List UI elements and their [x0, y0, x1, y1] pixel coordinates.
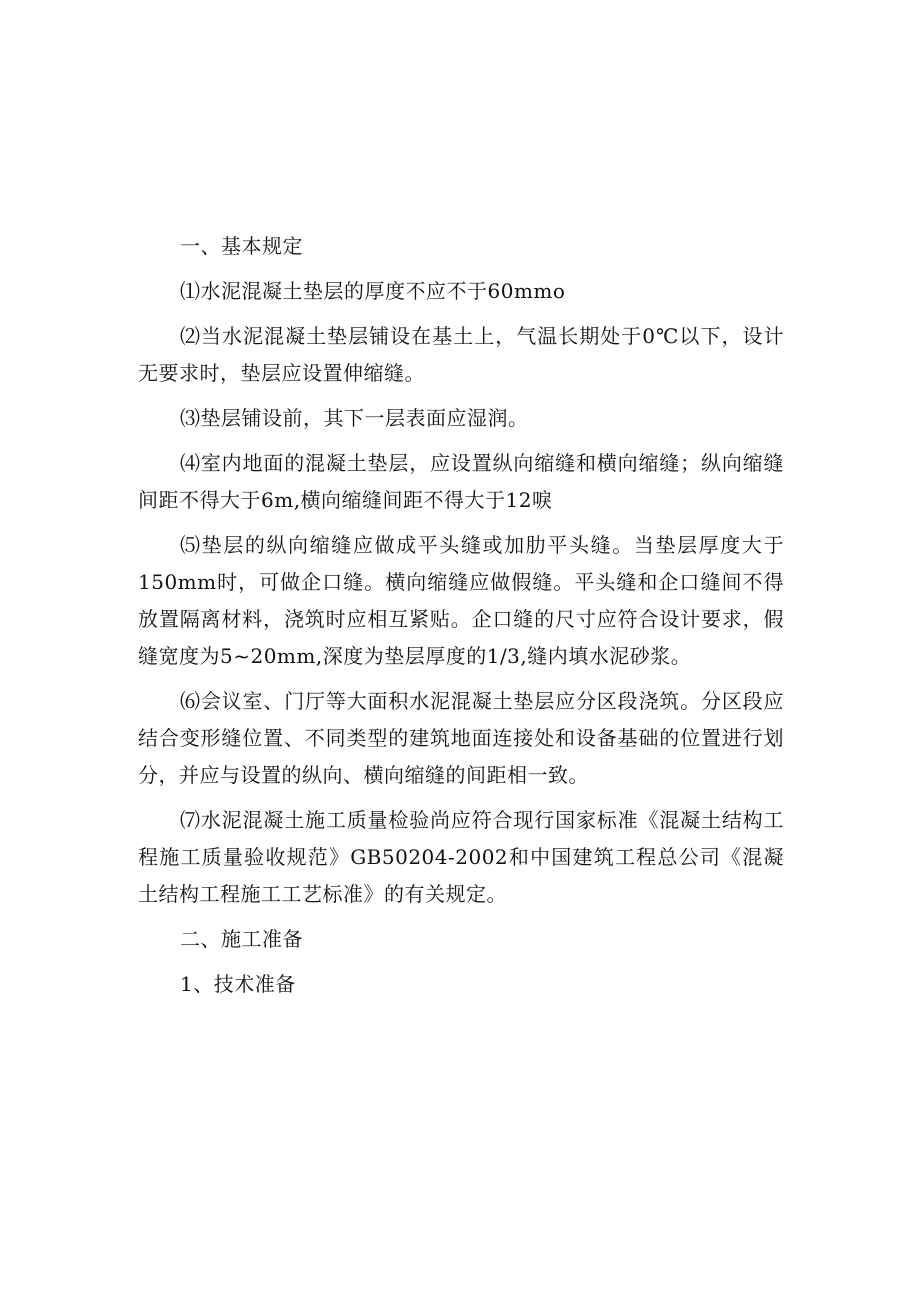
subheading-technical-prep: 1、技术准备: [180, 972, 296, 996]
section-heading-construction-prep: 二、施工准备: [180, 927, 303, 951]
rule-paragraph-7: ⑺水泥混凝土施工质量检验尚应符合现行国家标准《混凝土结构工程施工质量验收规范》GB50204-2002和中国建筑工程总公司《混凝土结构工程施工工艺标准》的有关规定。: [138, 808, 784, 906]
rule-paragraph-3: ⑶垫层铺设前，其下一层表面应湿润。: [180, 406, 529, 430]
rule-paragraph-4: ⑷室内地面的混凝土垫层，应设置纵向缩缝和横向缩缝；纵向缩缝间距不得大于6m,横向缩缝间距不得大于12唳: [138, 451, 784, 512]
section-heading-basic-rules: 一、基本规定: [180, 234, 303, 258]
document-page: [138, 228, 784, 1003]
rule-paragraph-5: ⑸垫层的纵向缩缝应做成平头缝或加肋平头缝。当垫层厚度大于150mm时，可做企口缝。横向缩缝应做假缝。平头缝和企口缝间不得放置隔离材料，浇筑时应相互紧贴。企口缝的尺寸应符合设计要求，假缝宽度为5~20mm,深度为垫层厚度的1/3,缝内填水泥砂浆。: [138, 533, 784, 668]
rule-paragraph-1: ⑴水泥混凝土垫层的厚度不应不于60mmo: [180, 279, 566, 303]
rule-paragraph-2: ⑵当水泥混凝土垫层铺设在基土上，气温长期处于0℃以下，设计无要求时，垫层应设置伸缩缝。: [138, 324, 784, 385]
rule-paragraph-6: ⑹会议室、门厅等大面积水泥混凝土垫层应分区段浇筑。分区段应结合变形缝位置、不同类型的建筑地面连接处和设备基础的位置进行划分，并应与设置的纵向、横向缩缝的间距相一致。: [138, 689, 784, 787]
